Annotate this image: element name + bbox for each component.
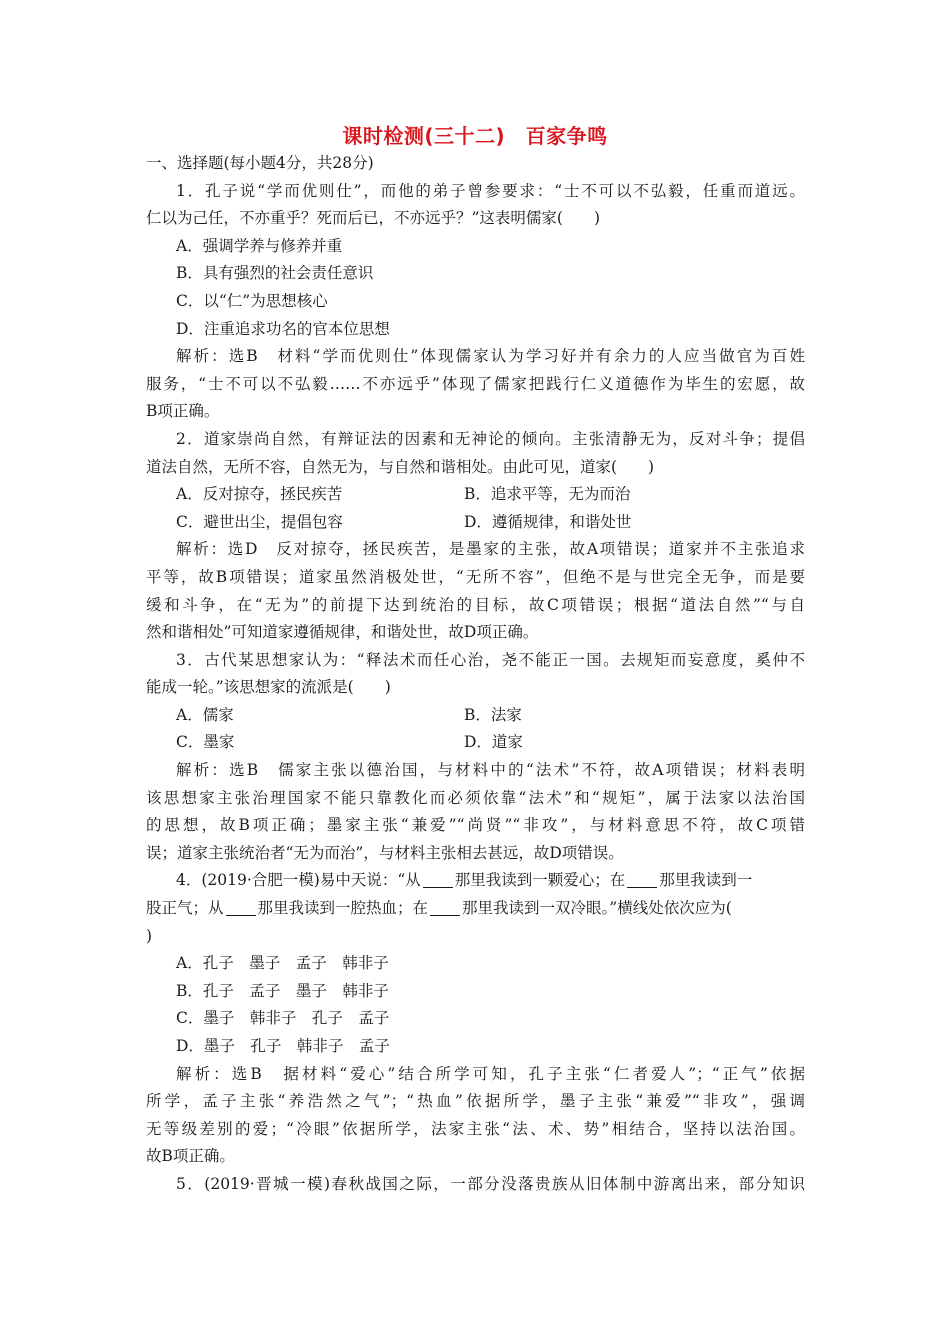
question-2-line-2: 道法自然，无所不容，自然无为，与自然和谐相处。由此可见，道家( ) (146, 457, 655, 476)
question-3-options-row-1 (0, 702, 950, 730)
question-2-analysis-line-3: 缓和斗争，在“无为”的前提下达到统治的目标，故C项错误；根据“道法自然”“与自 (146, 595, 805, 614)
question-5-line-1: 5．(2019·晋城一模)春秋战国之际，一部分没落贵族从旧体制中游离出来，部分知识 (176, 1174, 805, 1193)
question-2-line-1: 2．道家崇尚自然，有辩证法的因素和无神论的倾向。主张清静无为，反对斗争；提倡 (176, 429, 805, 448)
question-1-option-b: B．具有强烈的社会责任意识 (176, 264, 374, 283)
question-content (0, 150, 950, 1199)
page-title: 课时检测(三十二) 百家争鸣 (342, 124, 608, 148)
question-4-line-2: 股正气；从 那里我读到一腔热血；在 那里我读到一双冷眼。”横线处依次应为( (146, 899, 732, 918)
question-4-analysis-line-2: 所学，孟子主张“养浩然之气”；“热血”依据所学，墨子主张“兼爱”“非攻”，强调 (146, 1092, 805, 1111)
question-2-option-d: D．遵循规律，和谐处世 (464, 512, 632, 531)
question-2-option-a: A．反对掠夺，拯民疾苦 (176, 485, 343, 504)
question-1-line-2: 仁以为己任，不亦重乎？死而后已，不亦远乎？”这表明儒家( ) (146, 209, 601, 228)
question-2-options-row-2 (0, 509, 950, 537)
question-3-line-1: 3．古代某思想家认为：“释法术而任心治，尧不能正一国。去规矩而妄意度，奚仲不 (176, 650, 805, 669)
question-3-option-d: D．道家 (464, 733, 523, 752)
question-4-analysis-line-3: 无等级差别的爱；“冷眼”依据所学，法家主张“法、术、势”相结合，坚持以法治国。 (146, 1119, 805, 1138)
question-1-option-a: A．强调学养与修养并重 (176, 236, 343, 255)
question-1-analysis-line-2: 服务，“士不可以不弘毅……不亦远乎”体现了儒家把践行仁义道德作为毕生的宏愿，故 (146, 374, 805, 393)
question-4-line-3: ) (146, 926, 153, 945)
question-1-line-1: 1．孔子说“学而优则仕”，而他的弟子曾参要求：“士不可以不弘毅，任重而道远。 (176, 181, 805, 200)
answer-blank (627, 869, 657, 888)
question-3-options-row-2 (0, 729, 950, 757)
question-2-analysis-line-1: 解析：选D 反对掠夺，拯民疾苦，是墨家的主张，故A项错误；道家并不主张追求 (176, 540, 805, 559)
answer-blank (423, 869, 453, 888)
question-1-option-d: D．注重追求功名的官本位思想 (176, 319, 390, 338)
question-4-option-a: A．孔子 墨子 孟子 韩非子 (176, 954, 389, 973)
question-4-option-d: D．墨子 孔子 韩非子 孟子 (176, 1037, 390, 1055)
question-2-options-row-1 (0, 481, 950, 509)
question-3-line-2: 能成一轮。”该思想家的流派是( ) (146, 678, 391, 697)
question-2-option-c: C．避世出尘，提倡包容 (176, 512, 343, 531)
question-3-option-b: B．法家 (464, 705, 522, 724)
section-heading: 一、选择题(每小题4分，共28分) (146, 154, 374, 172)
question-2-analysis-line-4: 然和谐相处”可知道家遵循规律，和谐处世，故D项正确。 (146, 623, 539, 642)
question-3-option-c: C．墨家 (176, 733, 235, 752)
question-3-analysis-line-1: 解析：选B 儒家主张以德治国，与材料中的“法术”不符，故A项错误；材料表明 (176, 761, 805, 780)
question-3-analysis-line-2: 该思想家主张治理国家不能只靠教化而必须依靠“法术”和“规矩”，属于法家以法治国 (146, 788, 805, 807)
question-4-analysis-line-1: 解析：选B 据材料“爱心”结合所学可知，孔子主张“仁者爱人”；“正气”依据 (176, 1064, 805, 1083)
question-1-analysis-line-1: 解析：选B 材料“学而优则仕”体现儒家认为学习好并有余力的人应当做官为百姓 (176, 347, 805, 366)
question-3-option-a: A．儒家 (176, 705, 234, 724)
question-1-option-c: C．以“仁”为思想核心 (176, 291, 328, 310)
question-3-analysis-line-3: 的思想，故B项正确；墨家主张“兼爱”“尚贤”“非攻”，与材料意思不符，故C项错 (146, 816, 805, 835)
question-4-option-b: B．孔子 孟子 墨子 韩非子 (176, 981, 389, 1000)
answer-blank (430, 897, 460, 916)
question-3-analysis-line-4: 误；道家主张统治者“无为而治”，与材料主张相去甚远，故D项错误。 (146, 843, 624, 862)
question-1-analysis-line-3: B项正确。 (146, 402, 220, 421)
question-4-analysis-line-4: 故B项正确。 (146, 1147, 235, 1166)
answer-blank (226, 897, 256, 916)
question-2-option-b: B．追求平等，无为而治 (464, 485, 631, 504)
question-4-option-c: C．墨子 韩非子 孔子 孟子 (176, 1009, 390, 1028)
question-2-analysis-line-2: 平等，故B项错误；道家虽然消极处世，“无所不容”，但绝不是与世完全无争，而是要 (146, 567, 805, 586)
question-4-line-1: 4．(2019·合肥一模)易中天说：“从 那里我读到一颗爱心；在 那里我读到一 (176, 871, 753, 890)
